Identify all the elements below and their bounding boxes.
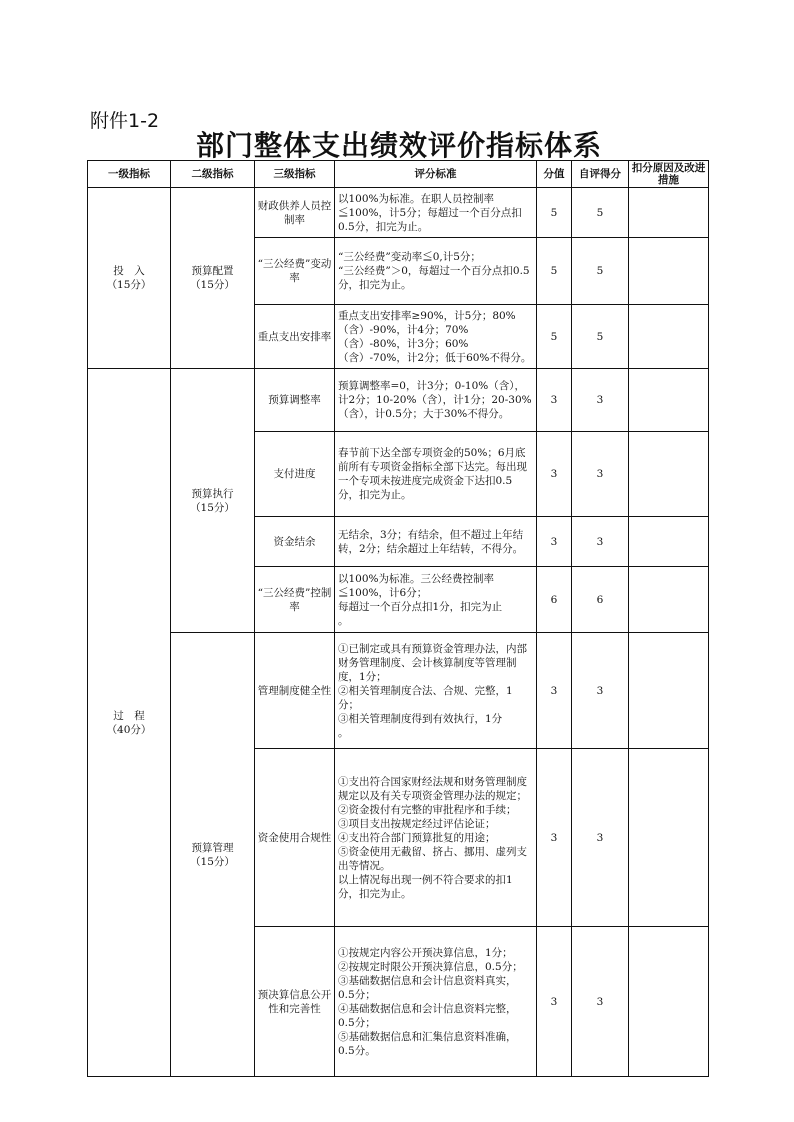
level3-name: “三公经费”控制率 xyxy=(255,567,335,633)
score-value: 6 xyxy=(537,567,572,633)
level2-budget-config: 预算配置 （15分） xyxy=(171,188,255,369)
deduction-reason xyxy=(629,369,709,432)
deduction-reason xyxy=(629,749,709,927)
score-value: 3 xyxy=(537,432,572,517)
header-reason: 扣分原因及改进措施 xyxy=(629,161,709,188)
deduction-reason xyxy=(629,567,709,633)
deduction-reason xyxy=(629,238,709,305)
self-score-value: 3 xyxy=(572,927,629,1077)
header-score: 分值 xyxy=(537,161,572,188)
level3-name: 财政供养人员控制率 xyxy=(255,188,335,238)
score-value: 3 xyxy=(537,927,572,1077)
self-score-value: 3 xyxy=(572,633,629,749)
level1-input: 投 入 （15分） xyxy=(88,188,171,369)
header-level2: 二级指标 xyxy=(171,161,255,188)
level2-budget-mgmt: 预算管理 （15分） xyxy=(171,633,255,1077)
scoring-standard: ①支出符合国家财经法规和财务管理制度规定以及有关专项资金管理办法的规定； ②资金拨付有完整的审批程序和手续； ③项目支出按规定经过评估论证； ④支出符合部门预算批复的用途； ⑤资金使用无截留、挤占、挪用、虚列支出等情况。 以上情况每出现一例不符合要求的扣1分，扣完为止。 xyxy=(335,749,537,927)
table-row xyxy=(88,369,709,432)
level3-name: 资金使用合规性 xyxy=(255,749,335,927)
table-header-row xyxy=(88,161,709,188)
self-score-value: 3 xyxy=(572,517,629,567)
deduction-reason xyxy=(629,517,709,567)
level3-name: “三公经费”变动率 xyxy=(255,238,335,305)
header-level3: 三级指标 xyxy=(255,161,335,188)
score-value: 5 xyxy=(537,188,572,238)
scoring-standard: 以100%为标准。在职人员控制率≦100%，计5分；每超过一个百分点扣0.5分，扣完为止。 xyxy=(335,188,537,238)
score-value: 3 xyxy=(537,749,572,927)
deduction-reason xyxy=(629,633,709,749)
score-value: 3 xyxy=(537,633,572,749)
attachment-label: 附件1-2 xyxy=(90,110,160,132)
page-title: 部门整体支出绩效评价指标体系 xyxy=(196,129,603,162)
table-row xyxy=(88,633,709,749)
level1-process: 过 程 （40分） xyxy=(88,369,171,1077)
self-score-value: 3 xyxy=(572,369,629,432)
scoring-standard: 预算调整率=0，计3分；0-10%（含），计2分；10-20%（含），计1分；20-30%（含），计0.5分；大于30%不得分。 xyxy=(335,369,537,432)
deduction-reason xyxy=(629,188,709,238)
header-level1: 一级指标 xyxy=(88,161,171,188)
scoring-standard: 无结余，3分；有结余，但不超过上年结转，2分；结余超过上年结转，不得分。 xyxy=(335,517,537,567)
self-score-value: 3 xyxy=(572,749,629,927)
deduction-reason xyxy=(629,432,709,517)
level3-name: 预算调整率 xyxy=(255,369,335,432)
header-standard: 评分标准 xyxy=(335,161,537,188)
level3-name: 预决算信息公开性和完善性 xyxy=(255,927,335,1077)
score-value: 3 xyxy=(537,517,572,567)
scoring-standard: ①已制定或具有预算资金管理办法，内部财务管理制度、会计核算制度等管理制度，1分； ②相关管理制度合法、合规、完整，1分； ③相关管理制度得到有效执行，1分 。 xyxy=(335,633,537,749)
self-score-value: 5 xyxy=(572,238,629,305)
level3-name: 重点支出安排率 xyxy=(255,305,335,369)
self-score-value: 5 xyxy=(572,305,629,369)
scoring-standard: ①按规定内容公开预决算信息，1分； ②按规定时限公开预决算信息，0.5分； ③基础数据信息和会计信息资料真实，0.5分； ④基础数据信息和会计信息资料完整，0.5分； ⑤基础数据信息和汇集信息资料准确，0.5分。 xyxy=(335,927,537,1077)
self-score-value: 6 xyxy=(572,567,629,633)
header-self-score: 自评得分 xyxy=(572,161,629,188)
self-score-value: 3 xyxy=(572,432,629,517)
scoring-standard: 重点支出安排率≥90%，计5分；80%（含）-90%，计4分；70%（含）-80%，计3分；60%（含）-70%，计2分；低于60%不得分。 xyxy=(335,305,537,369)
scoring-standard: 春节前下达全部专项资金的50%；6月底前所有专项资金指标全部下达完。每出现一个专项未按进度完成资金下达扣0.5分，扣完为止。 xyxy=(335,432,537,517)
score-value: 5 xyxy=(537,238,572,305)
self-score-value: 5 xyxy=(572,188,629,238)
scoring-standard: “三公经费”变动率≦0,计5分； “三公经费”＞0，每超过一个百分点扣0.5分，扣完为止。 xyxy=(335,238,537,305)
table-row xyxy=(88,188,709,238)
scoring-standard: 以100%为标准。三公经费控制率≦100%，计6分； 每超过一个百分点扣1分，扣完为止 。 xyxy=(335,567,537,633)
score-value: 5 xyxy=(537,305,572,369)
indicator-table xyxy=(87,160,709,1077)
deduction-reason xyxy=(629,305,709,369)
level2-budget-exec: 预算执行 （15分） xyxy=(171,369,255,633)
level3-name: 支付进度 xyxy=(255,432,335,517)
level3-name: 资金结余 xyxy=(255,517,335,567)
level3-name: 管理制度健全性 xyxy=(255,633,335,749)
deduction-reason xyxy=(629,927,709,1077)
score-value: 3 xyxy=(537,369,572,432)
